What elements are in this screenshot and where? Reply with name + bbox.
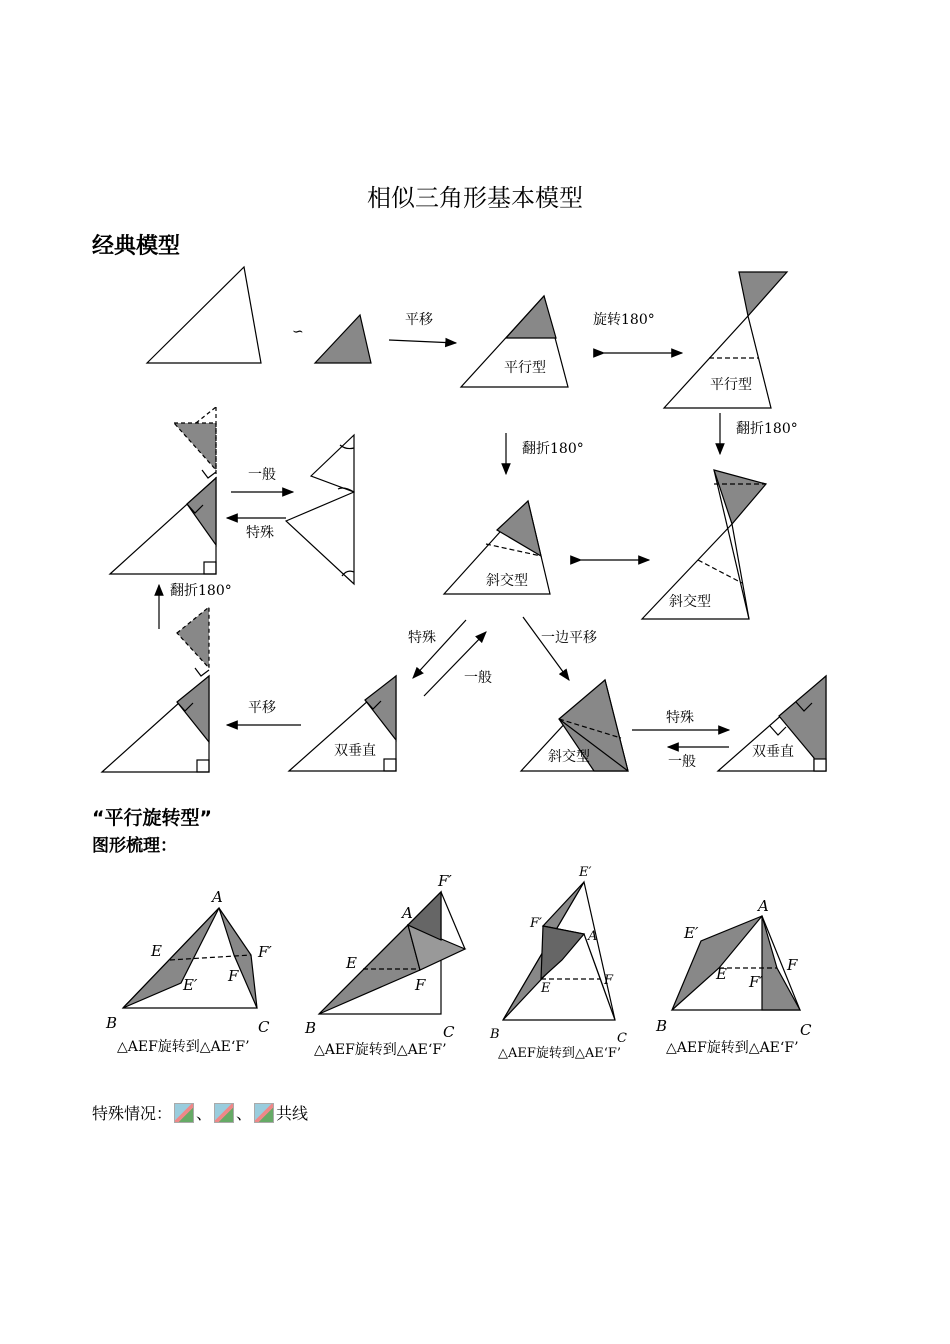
label-oblique-2: 斜交型 xyxy=(669,594,711,610)
svg-text:E: E xyxy=(541,981,551,996)
svg-text:B: B xyxy=(305,1019,317,1037)
special-prefix: 特殊情况： xyxy=(92,1104,173,1123)
label-one-side-translate: 一边平移 xyxy=(541,630,597,646)
svg-text:F: F xyxy=(787,956,798,974)
svg-text:B: B xyxy=(490,1027,500,1042)
caption-fig3: △AEF旋转到△AE‘F’ xyxy=(498,1046,622,1061)
svg-text:C: C xyxy=(258,1018,270,1036)
caption-fig4: △AEF旋转到△AE‘F’ xyxy=(666,1040,799,1056)
svg-text:A: A xyxy=(402,904,413,922)
label-double-perp-2: 双垂直 xyxy=(752,744,794,760)
svg-text:F′: F′ xyxy=(749,973,763,991)
label-general-diag: 一般 xyxy=(464,670,492,686)
caption-fig1: △AEF旋转到△AE‘F’ xyxy=(117,1039,250,1055)
svg-text:F′: F′ xyxy=(258,943,272,961)
label-fold180-c: 翻折180° xyxy=(170,583,232,599)
svg-text:A: A xyxy=(758,897,769,915)
label-parallel-2: 平行型 xyxy=(710,377,752,393)
svg-text:B: B xyxy=(106,1014,118,1032)
label-oblique-3: 斜交型 xyxy=(548,749,590,765)
angle-triangle-bottom xyxy=(286,492,354,584)
separator: 、 xyxy=(236,1104,253,1123)
label-parallel: 平行型 xyxy=(504,360,546,376)
svg-text:A: A xyxy=(588,929,598,944)
label-fold180-b: 翻折180° xyxy=(736,421,798,437)
arrow-special-diag xyxy=(413,620,466,678)
svg-text:F: F xyxy=(604,973,614,988)
section-heading-parallel-rotation: “平行旋转型” xyxy=(92,807,212,829)
page-title: 相似三角形基本模型 xyxy=(367,184,583,212)
svg-text:C: C xyxy=(800,1021,812,1039)
svg-text:F′: F′ xyxy=(530,916,542,931)
label-double-perp: 双垂直 xyxy=(334,743,376,759)
label-general: 一般 xyxy=(248,467,276,483)
special-cases-line xyxy=(92,1101,308,1124)
svg-text:E′: E′ xyxy=(183,976,198,994)
label-translate-2: 平移 xyxy=(248,700,276,716)
subheading-figures: 图形梳理： xyxy=(92,836,177,856)
label-special-diag: 特殊 xyxy=(408,630,436,646)
svg-text:C: C xyxy=(617,1031,627,1046)
parallel-rotated-triangle xyxy=(664,316,771,408)
image-placeholder-icon xyxy=(214,1103,234,1123)
section-heading-classic: 经典模型 xyxy=(92,234,181,259)
caption-fig2: △AEF旋转到△AE‘F’ xyxy=(314,1042,447,1058)
special-suffix: 共线 xyxy=(276,1104,309,1123)
label-rotate180: 旋转180° xyxy=(593,312,655,328)
image-placeholder-icon xyxy=(174,1103,194,1123)
svg-text:E′: E′ xyxy=(684,924,699,942)
angle-triangle-top xyxy=(311,435,354,492)
label-translate: 平移 xyxy=(405,312,433,328)
svg-text:E: E xyxy=(151,942,162,960)
separator: 、 xyxy=(196,1104,213,1123)
svg-text:F: F xyxy=(415,976,426,994)
svg-text:E: E xyxy=(346,954,357,972)
label-general-left: 一般 xyxy=(668,754,696,770)
arrow-translate xyxy=(389,340,456,343)
svg-text:E: E xyxy=(716,965,727,983)
label-oblique: 斜交型 xyxy=(486,573,528,589)
svg-text:E′: E′ xyxy=(579,865,592,880)
image-placeholder-icon xyxy=(254,1103,274,1123)
small-triangle xyxy=(315,315,371,363)
label-special-right: 特殊 xyxy=(666,710,694,726)
svg-text:C: C xyxy=(443,1023,455,1041)
svg-text:A: A xyxy=(212,888,223,906)
label-special: 特殊 xyxy=(246,525,274,541)
arrow-one-side xyxy=(523,617,569,680)
svg-text:F: F xyxy=(228,967,239,985)
label-fold180-a: 翻折180° xyxy=(522,441,584,457)
similar-symbol: ∽ xyxy=(292,324,304,340)
svg-text:F′: F′ xyxy=(438,872,452,890)
svg-text:B: B xyxy=(656,1017,668,1035)
big-triangle xyxy=(147,267,261,363)
